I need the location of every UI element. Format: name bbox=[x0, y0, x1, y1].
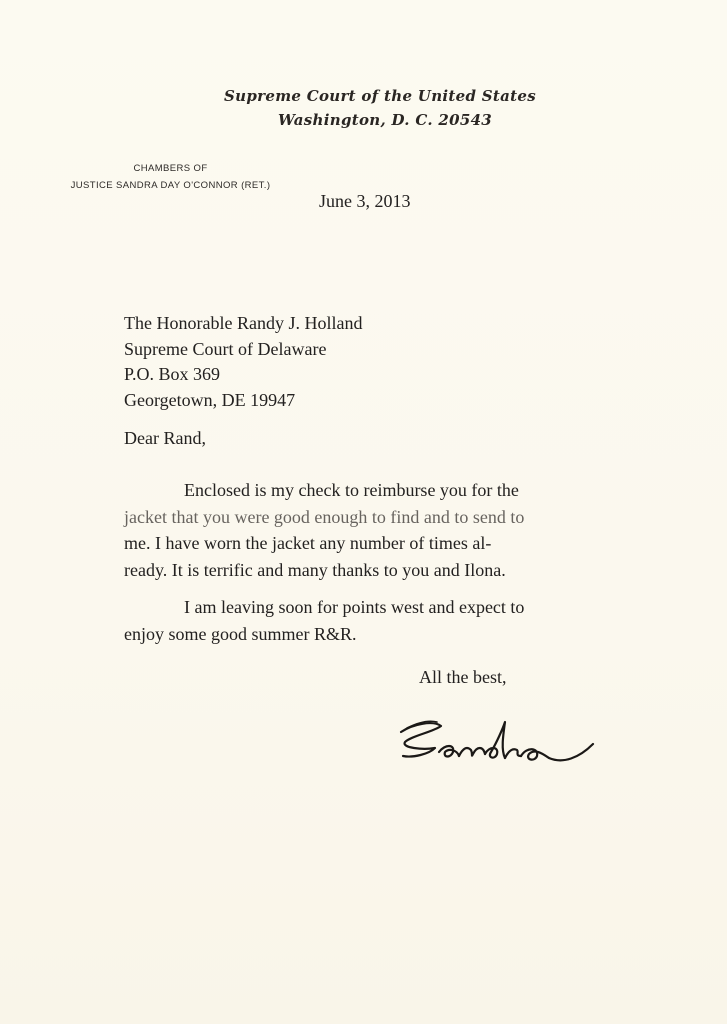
paragraph-2-line-2: enjoy some good summer R&R. bbox=[124, 623, 357, 644]
paragraph-1-line-1: Enclosed is my check to reimburse you for the bbox=[184, 480, 519, 500]
handwritten-signature bbox=[393, 706, 603, 786]
chambers-line-2: JUSTICE SANDRA DAY O'CONNOR (RET.) bbox=[70, 180, 271, 191]
paragraph-2-line-1: I am leaving soon for points west and expect to bbox=[184, 597, 525, 617]
recipient-address bbox=[124, 311, 362, 413]
recipient-po-box: P.O. Box 369 bbox=[124, 364, 221, 384]
chambers-heading bbox=[48, 160, 293, 194]
letterhead bbox=[0, 84, 727, 132]
salutation: Dear Rand, bbox=[124, 428, 206, 448]
signature-scribble bbox=[393, 706, 603, 786]
paragraph-1-line-3: me. I have worn the jacket any number of times al- bbox=[124, 533, 492, 553]
letterhead-address: Washington, D. C. 20543 bbox=[277, 111, 493, 129]
letterhead-court-name: Supreme Court of the United States bbox=[224, 87, 536, 105]
paragraph-1-line-2: jacket that you were good enough to find and to send to bbox=[124, 506, 525, 527]
recipient-city: Georgetown, DE 19947 bbox=[124, 389, 296, 410]
paragraph-2 bbox=[124, 594, 524, 647]
recipient-court: Supreme Court of Delaware bbox=[124, 338, 327, 359]
paragraph-1 bbox=[124, 477, 524, 583]
letter-date: June 3, 2013 bbox=[319, 191, 411, 211]
chambers-line-1: CHAMBERS OF bbox=[133, 163, 208, 174]
paragraph-1-line-4: ready. It is terrific and many thanks to you and Ilona. bbox=[124, 559, 506, 580]
recipient-name: The Honorable Randy J. Holland bbox=[124, 313, 363, 333]
closing: All the best, bbox=[419, 667, 507, 687]
